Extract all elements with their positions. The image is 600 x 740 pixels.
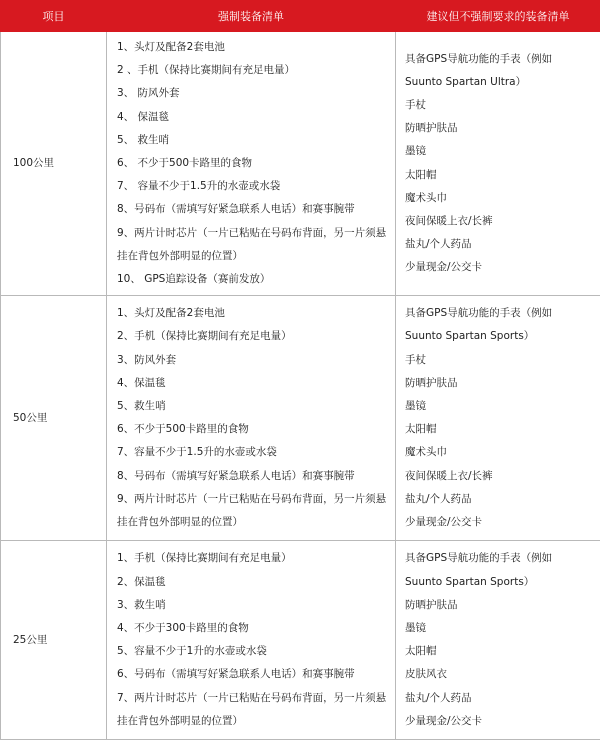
list-item: 夜间保暖上衣/长裤 bbox=[405, 465, 594, 488]
list-item: 皮肤风衣 bbox=[405, 663, 594, 686]
category-cell: 100公里 bbox=[1, 32, 107, 296]
list-item: 5、 救生哨 bbox=[117, 129, 387, 152]
list-item: 4、 保温毯 bbox=[117, 106, 387, 129]
list-item: 5、容量不少于1升的水壶或水袋 bbox=[117, 640, 387, 663]
table-row bbox=[1, 541, 600, 740]
list-item: 1、头灯及配备2套电池 bbox=[117, 302, 387, 325]
list-item: 防晒护肤品 bbox=[405, 117, 594, 140]
list-item: 10、 GPS追踪设备（赛前发放） bbox=[117, 268, 387, 291]
list-item: 3、救生哨 bbox=[117, 594, 387, 617]
list-item: 9、两片计时芯片（一片已粘贴在号码布背面，另一片须悬挂在背包外部明显的位置） bbox=[117, 488, 387, 534]
list-item: 8、号码布（需填写好紧急联系人电话）和赛事腕带 bbox=[117, 198, 387, 221]
list-item: Suunto Spartan Ultra） bbox=[405, 71, 594, 94]
list-item: 具备GPS导航功能的手表（例如 bbox=[405, 48, 594, 71]
list-item: 盐丸/个人药品 bbox=[405, 488, 594, 511]
category-cell: 25公里 bbox=[1, 541, 107, 740]
list-item: 6、 不少于500卡路里的食物 bbox=[117, 152, 387, 175]
list-item: 墨镜 bbox=[405, 140, 594, 163]
header-required: 强制装备清单 bbox=[107, 1, 396, 32]
list-item: 魔术头巾 bbox=[405, 441, 594, 464]
list-item: 2、手机（保持比赛期间有充足电量） bbox=[117, 325, 387, 348]
list-item: 具备GPS导航功能的手表（例如 bbox=[405, 302, 594, 325]
list-item: 防晒护肤品 bbox=[405, 594, 594, 617]
table-row bbox=[1, 32, 600, 296]
list-item: 1、头灯及配备2套电池 bbox=[117, 36, 387, 59]
optional-list bbox=[396, 541, 600, 740]
list-item: 少量现金/公交卡 bbox=[405, 710, 594, 733]
list-item: 7、 容量不少于1.5升的水壶或水袋 bbox=[117, 175, 387, 198]
list-item: 3、 防风外套 bbox=[117, 82, 387, 105]
list-item: 魔术头巾 bbox=[405, 187, 594, 210]
optional-list bbox=[396, 32, 600, 296]
list-item: 4、保温毯 bbox=[117, 372, 387, 395]
list-item: 手杖 bbox=[405, 349, 594, 372]
list-item: 8、号码布（需填写好紧急联系人电话）和赛事腕带 bbox=[117, 465, 387, 488]
list-item: 6、不少于500卡路里的食物 bbox=[117, 418, 387, 441]
list-item: 墨镜 bbox=[405, 395, 594, 418]
list-item: 1、手机（保持比赛期间有充足电量） bbox=[117, 547, 387, 570]
list-item: 少量现金/公交卡 bbox=[405, 511, 594, 534]
optional-list bbox=[396, 296, 600, 541]
table-header bbox=[1, 1, 600, 32]
list-item: 太阳帽 bbox=[405, 164, 594, 187]
list-item: 2 、手机（保持比赛期间有充足电量） bbox=[117, 59, 387, 82]
list-item: Suunto Spartan Sports） bbox=[405, 571, 594, 594]
list-item: 盐丸/个人药品 bbox=[405, 687, 594, 710]
list-item: 太阳帽 bbox=[405, 418, 594, 441]
required-list bbox=[107, 296, 396, 541]
list-item: 手杖 bbox=[405, 94, 594, 117]
list-item: 7、两片计时芯片（一片已粘贴在号码布背面，另一片须悬挂在背包外部明显的位置） bbox=[117, 687, 387, 733]
list-item: 5、救生哨 bbox=[117, 395, 387, 418]
list-item: 3、防风外套 bbox=[117, 349, 387, 372]
header-row bbox=[1, 1, 600, 32]
list-item: 9、两片计时芯片（一片已粘贴在号码布背面，另一片须悬挂在背包外部明显的位置） bbox=[117, 222, 387, 268]
list-item: 7、容量不少于1.5升的水壶或水袋 bbox=[117, 441, 387, 464]
required-list bbox=[107, 32, 396, 296]
list-item: 少量现金/公交卡 bbox=[405, 256, 594, 279]
list-item: Suunto Spartan Sports） bbox=[405, 325, 594, 348]
list-item: 夜间保暖上衣/长裤 bbox=[405, 210, 594, 233]
list-item: 盐丸/个人药品 bbox=[405, 233, 594, 256]
header-category: 项目 bbox=[1, 1, 107, 32]
required-list bbox=[107, 541, 396, 740]
category-cell: 50公里 bbox=[1, 296, 107, 541]
list-item: 具备GPS导航功能的手表（例如 bbox=[405, 547, 594, 570]
table-row bbox=[1, 296, 600, 541]
list-item: 太阳帽 bbox=[405, 640, 594, 663]
list-item: 6、号码布（需填写好紧急联系人电话）和赛事腕带 bbox=[117, 663, 387, 686]
list-item: 防晒护肤品 bbox=[405, 372, 594, 395]
list-item: 4、不少于300卡路里的食物 bbox=[117, 617, 387, 640]
list-item: 墨镜 bbox=[405, 617, 594, 640]
list-item: 2、保温毯 bbox=[117, 571, 387, 594]
header-optional: 建议但不强制要求的装备清单 bbox=[396, 1, 600, 32]
